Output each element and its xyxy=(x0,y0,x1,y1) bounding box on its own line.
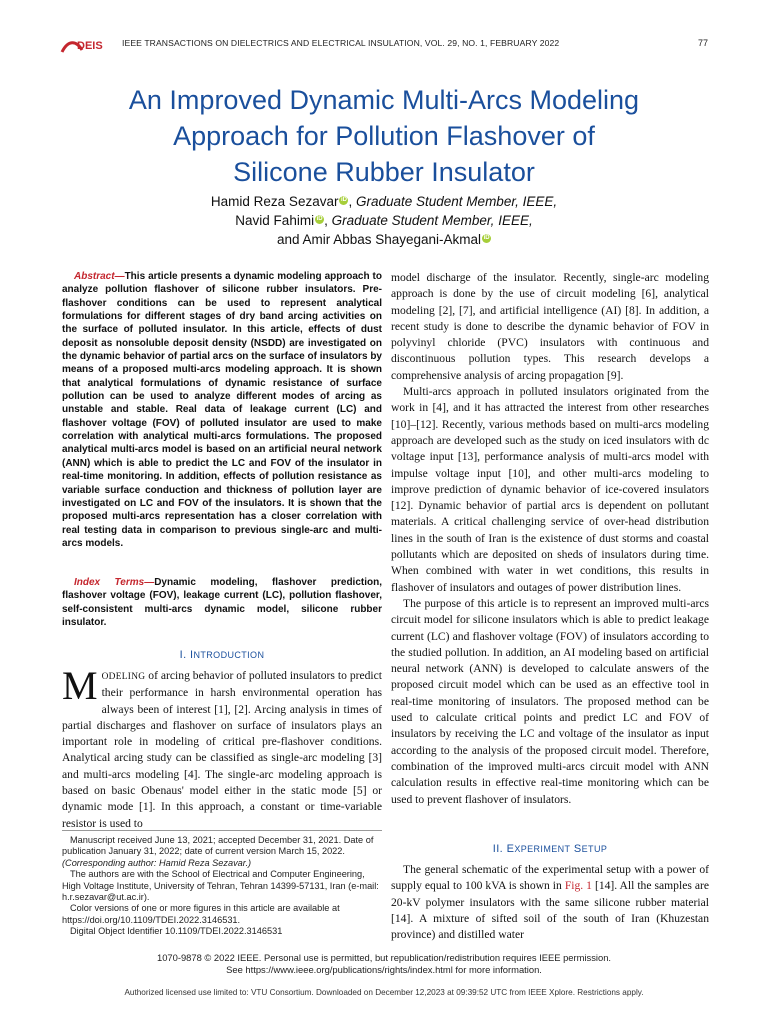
page-number: 77 xyxy=(698,38,709,48)
figure-link[interactable]: Fig. 1 xyxy=(564,879,592,893)
orcid-icon[interactable]: iD xyxy=(340,197,347,203)
abstract-label: Abstract— xyxy=(74,271,125,282)
author-line: Hamid Reza Sezavar iD , Graduate Student Member, IEEE, xyxy=(210,194,558,209)
index-terms xyxy=(62,576,382,629)
footnote-affiliation: The authors are with the School of Electrical and Computer Engineering, High Voltage Institute, University of Tehran, Tehran 14399-57131, Iran (e-mail: h.r.sezavar@ut.ac.ir). xyxy=(62,869,379,903)
author-line xyxy=(64,230,704,249)
deis-logo-icon xyxy=(60,36,112,58)
title-line-3: Silicone Rubber Insulator xyxy=(233,157,535,187)
footnote-color-versions[interactable]: Color versions of one or more figures in this article are available at https://doi.org/10.1109/TDEI.2022.3146531. xyxy=(62,903,340,925)
section-heading-introduction: I. INTRODUCTION xyxy=(179,649,265,661)
license-notice: 1070-9878 © 2022 IEEE. Personal use is permitted, but republication/redistribution requires IEEE permission. See https://www.ieee.org/publications/rights/index.html for more information. xyxy=(64,952,704,976)
author-role: Graduate Student Member, IEEE, xyxy=(355,194,558,209)
running-head: IEEE TRANSACTIONS ON DIELECTRICS AND ELECTRICAL INSULATION, VOL. 29, NO. 1, FEBRUARY 2022 xyxy=(122,38,560,48)
index-terms-text: Dynamic modeling, flashover prediction, flashover voltage (FOV), leakage current (LC), pollution flashover, self-consistent multi-arcs dynamic model, silicone rubber insulator. xyxy=(62,577,382,629)
rights-link[interactable]: See https://www.ieee.org/publications/rights/index.html for more information. xyxy=(226,964,542,975)
title-line-2: Approach for Pollution Flashover of xyxy=(173,121,595,151)
author-name: Hamid Reza Sezavar xyxy=(210,194,339,209)
paragraph: The general schematic of the experimental setup with a power of supply equal to 100 kVA is shown in Fig. 1 [14]. All the samples are 20-kV polymer insulators with the same silicone rubber material [14]. A mixture of sifted soil of the south of Iran (Khuzestan province) and distilled water xyxy=(391,863,709,942)
footnote-divider xyxy=(62,830,382,831)
title-line-1: An Improved Dynamic Multi-Arcs Modeling xyxy=(128,85,640,115)
orcid-icon[interactable]: iD xyxy=(316,216,323,222)
experiment-setup-paragraph xyxy=(391,862,709,943)
right-column-paragraphs xyxy=(391,270,709,808)
page-header xyxy=(0,36,768,58)
paragraph: Multi-arcs approach in polluted insulators originated from the work in [4], and it has attracted the interest from other researches [10]–[12]. Recently, various methods based on multi-arcs modeling approach are developed such as the study on iced insulators with dc voltage input [13], performance analysis of multi-arcs model with impulse voltage input [10], and other multi-arcs modeling to improve prediction of dynamic behavior of ice-covered insulators [12]. Dynamic behavior of partial arcs is dependent on pollutant materials. A critical challenging service of over-head distribution lines in the south of Iran is the existence of dust storms and coastal pollutants which are deposited on sheds of insulators during time. When combined with water in wet conditions, this results in flashover of insulators and outages of power distribution lines. xyxy=(391,385,709,594)
introduction-paragraph: MODELING of arcing behavior of polluted insulators to predict their performance in harsh environmental operation has always been of interest [1], [2]. Arcing analysis in times of partial discharges and flashover on surface of insulators plays an important role in modeling of critical pre-flashover conditions. Analytical arcing study can be classified as single-arc modeling [3] and multi-arcs modeling [4]. The single-arc modeling approach is based on basic Obenaus' model either in the static mode [5] or dynamic mode [1]. In this approach, a constant or time-variable resistor is used to xyxy=(62,663,383,830)
paragraph: The purpose of this article is to represent an improved multi-arcs circuit model for silicone insulators which is able to predict leakage current (LC) and flashover voltage (FOV) of insulators according to the studied pollution. In addition, an AI modeling based on artificial neural network (ANN) is developed to calculate answers of the proposed circuit model which can be used as an effective tool in real-time monitoring of insulators. The proposed method can be used to calculate critical points and predict LC and FOV of insulators by receiving the LC and voltage of the insulator as input according to the analysis of the proposed circuit model. Therefore, combination of the improved multi-arcs circuit model with ANN calculation results in effective real-time monitoring which can be used to prevent flashover of insulators. xyxy=(391,596,709,806)
orcid-icon[interactable]: iD xyxy=(483,235,490,241)
index-terms-label: Index Terms— xyxy=(74,577,155,588)
svg-text:DEIS: DEIS xyxy=(77,40,103,52)
drop-cap: M xyxy=(62,663,98,708)
author-role: Graduate Student Member, IEEE, xyxy=(331,213,533,228)
abstract xyxy=(62,270,382,550)
author-name: and Amir Abbas Shayegani-Akmal xyxy=(276,232,482,247)
abstract-text: This article presents a dynamic modeling approach to analyze pollution flashover of silicone rubber insulators. Pre-flashover conditions can be used to represent analytical formulations for different stages of dry band arcing activities on the surface of polluted insulator. In this article, effects of dust deposit as nonsoluble deposit density (NSDD) are investigated on the dynamic behavior of partial arcs on the surface of insulators by means of a proposed multi-arcs modeling approach. It is shown that analytical formulations of dynamic resistance of surface pollution can be used to analyze different modes of arcing as unstable and stable. Real data of leakage current (LC) and flashover voltage (FOV) of polluted insulator are used to make correlation with analytical multi-arcs formulations. The proposed analytical multi-arcs model is based on an artificial neural network (ANN) which is able to predict the LC and FOV of the insulator in real-time monitoring. In addition, effects of pollution resistance as variable surface conduction and thickness of pollution layer are investigated on LC and FOV of the insulators. It is shown that the proposed multi-arcs representation has a closer correlation with real testing data in comparison to previous single-arc and multi-arcs models. xyxy=(62,271,382,549)
authorized-use-notice: Authorized licensed use limited to: VTU Consortium. Downloaded on December 12,2023 at 09:39:52 UTC from IEEE Xplore. Restrictions apply. xyxy=(124,988,644,997)
section-heading-experiment-setup: II. EXPERIMENT SETUP xyxy=(492,843,608,855)
paper-title xyxy=(64,82,704,190)
footnotes xyxy=(62,835,382,938)
author-list xyxy=(64,192,704,249)
footnote-doi: Digital Object Identifier 10.1109/TDEI.2022.3146531 xyxy=(70,926,283,937)
paragraph: model discharge of the insulator. Recently, single-arc modeling approach is done by the use of circuit modeling [6], analytical modeling [2], [7], and artificial intelligence (AI) [8]. In addition, a recent study is done to describe the dynamic behavior of FOV in polyvinyl chloride (PVC) insulators with continuous and discontinuous pollution types. This research develops a comprehensive analysis of arcing propagation [9]. xyxy=(391,271,709,382)
footnote-manuscript: Manuscript received June 13, 2021; accepted December 31, 2021. Date of publication January 31, 2022; date of current version March 15, 2022. (Corresponding author: Hamid Reza Sezavar.) xyxy=(62,835,374,868)
author-name: Navid Fahimi xyxy=(235,213,315,228)
author-line: Navid Fahimi iD , Graduate Student Member, IEEE, xyxy=(235,213,533,228)
